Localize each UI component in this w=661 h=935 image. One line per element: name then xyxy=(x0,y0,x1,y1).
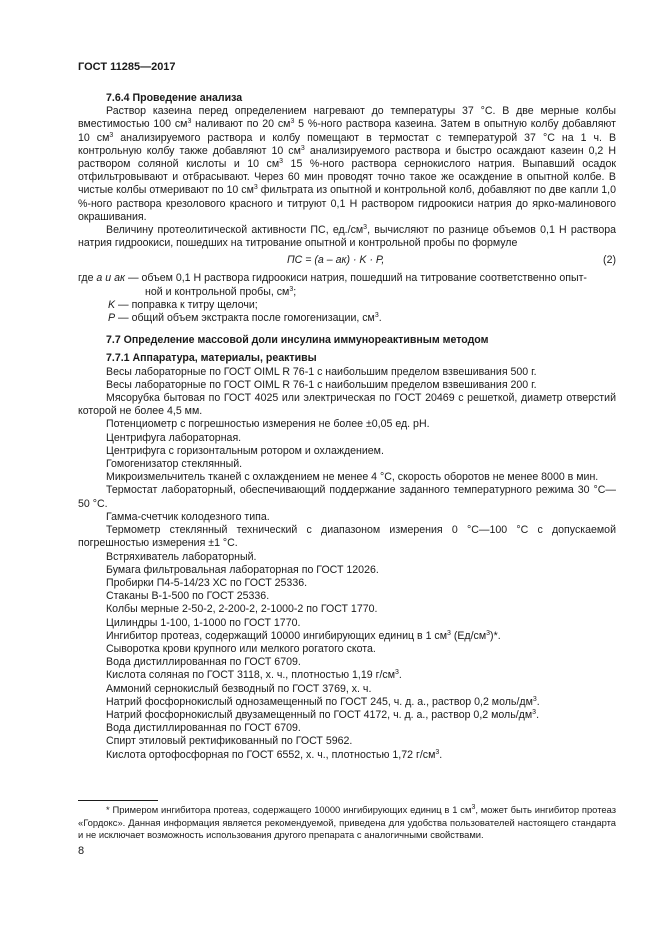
definition-p-symbol: Р xyxy=(108,312,116,325)
where-word: где xyxy=(78,272,94,285)
definition-k-symbol: K xyxy=(108,298,116,311)
list-item: Аммоний сернокислый безводный по ГОСТ 3769, х. ч. xyxy=(106,682,372,695)
paragraph-activity-calculation: Величину протеолитической активности ПС, $ед./см^3$, вычисляют по разнице объемов 0,1 Н раствора натрия гидроокиси, пошедших на титрование опытной и контрольной пробы по формуле xyxy=(78,224,617,250)
footnote-separator xyxy=(78,800,158,801)
definition-a-symbol: а и ак xyxy=(96,272,125,285)
list-item: Центрифуга лабораторная. xyxy=(106,431,242,444)
list-item: Микроизмельчитель тканей с охлаждением не менее 4 °С, скорость оборотов не менее 8000 в мин. xyxy=(106,471,599,484)
definition-a-text: — объем 0,1 Н раствора гидроокиси натрия, пошедший на титрование соответственно опыт- xyxy=(127,272,587,285)
list-item: Весы лабораторные по ГОСТ OIML R 76-1 с наибольшим пределом взвешивания 500 г. xyxy=(106,365,537,378)
list-item: Вода дистиллированная по ГОСТ 6709. xyxy=(106,722,301,735)
list-item: Весы лабораторные по ГОСТ OIML R 76-1 с наибольшим пределом взвешивания 200 г. xyxy=(106,378,537,391)
list-item: Цилиндры 1-100, 1-1000 по ГОСТ 1770. xyxy=(106,616,301,629)
section-heading-7-6-4: 7.6.4 Проведение анализа xyxy=(106,92,243,104)
footnote xyxy=(78,804,616,842)
list-item: Термостат лабораторный, обеспечивающий поддержание заданного температурного режима 30 °С—50 °С. xyxy=(78,484,616,510)
list-item: Колбы мерные 2-50-2, 2-200-2, 2-1000-2 по ГОСТ 1770. xyxy=(106,603,378,616)
formula: ПС = (а – ак) · K · Р, xyxy=(287,254,385,267)
list-item: Кислота соляная по ГОСТ 3118, х. ч., плотностью 1,19 $г/см^3$. xyxy=(106,669,402,682)
list-item: Вода дистиллированная по ГОСТ 6709. xyxy=(106,656,301,669)
definition-a-continuation: ной и контрольной пробы, $см^3$; xyxy=(145,285,297,298)
formula-block xyxy=(78,252,616,270)
paragraph-analysis-procedure: Раствор казеина перед определением нагревают до температуры 37 °С. В две мерные колбы вместимостью 100 $см^3$ наливают по 20 $см^3$ 5 %-ного раствора казеина. Затем в опытную колбу добавляют 10 $см^3$ анализируемого раствора и колбу помещают в термостат с температурой 37 °С на 1 ч. В контрольную колбу также добавляют 10 $см^3$ анализируемого раствора и быстро осаждают казеин 0,2 Н раствором соляной кислоты и 10 $см^3$ 15 %-ного раствора сернокислого натрия. Выпавший осадок отфильтровывают и отбрасывают. Через 60 мин проводят точно такое же осаждение в опытной колбе. В чистые колбы отмеривают по 10 $см^3$ фильтрата из опытной и контрольной колб, добавляют по две капли 1,0 %-ного раствора крезолового красного и титруют 0,1 Н раствором гидроокиси натрия до ярко-малинового окрашивания. xyxy=(78,105,617,223)
definition-p xyxy=(78,312,616,325)
section-heading-7-7-1: 7.7.1 Аппаратура, материалы, реактивы xyxy=(106,352,317,365)
list-item: Пробирки П4-5-14/23 ХС по ГОСТ 25336. xyxy=(106,576,308,589)
list-item: Гомогенизатор стеклянный. xyxy=(106,458,243,471)
list-item: Натрий фосфорнокислый двузамещенный по ГОСТ 4172, ч. д. а., раствор 0,2 моль/$дм^3$. xyxy=(106,708,540,721)
section-heading-7-7: 7.7 Определение массовой доли инсулина иммунореактивным методом xyxy=(106,334,489,347)
definition-p-text: — общий объем экстракта после гомогенизации, $см^3$. xyxy=(118,312,382,325)
page-number: 8 xyxy=(78,845,85,857)
list-item: Спирт этиловый ректификованный по ГОСТ 5962. xyxy=(106,735,353,748)
list-item: Бумага фильтровальная лабораторная по ГОСТ 12026. xyxy=(106,563,379,576)
formula-number: (2) xyxy=(603,254,616,267)
definition-a xyxy=(78,272,616,285)
equipment-list xyxy=(78,366,616,762)
footnote-text: * Примером ингибитора протеаз, содержащего 10000 ингибирующих единиц в 1 $см^3$, может быть ингибитор протеаз «Гордокс». Данная информация является рекомендуемой, приведена для удобства пользователей настоящего стандарта и не исключает возможность использования другого препарата с аналогичными свойствами. xyxy=(78,804,617,841)
list-item: Кислота ортофосфорная по ГОСТ 6552, х. ч., плотностью 1,72 $г/см^3$. xyxy=(106,748,443,761)
document-header: ГОСТ 11285—2017 xyxy=(78,61,176,73)
list-item: Центрифуга с горизонтальным ротором и охлаждением. xyxy=(106,444,384,457)
list-item: Сыворотка крови крупного или мелкого рогатого скота. xyxy=(106,642,376,655)
list-item: Стаканы В-1-500 по ГОСТ 25336. xyxy=(106,590,270,603)
definition-k xyxy=(78,299,616,312)
list-item: Потенциометр с погрешностью измерения не более ±0,05 ед. рН. xyxy=(106,418,430,431)
list-item: Гамма-счетчик колодезного типа. xyxy=(106,510,270,523)
definition-k-text: — поправка к титру щелочи; xyxy=(118,298,258,311)
list-item: Натрий фосфорнокислый однозамещенный по ГОСТ 245, ч. д. а., раствор 0,2 моль/$дм^3$. xyxy=(106,695,540,708)
list-item: Встряхиватель лабораторный. xyxy=(106,550,257,563)
list-item: Ингибитор протеаз, содержащий 10000 ингибирующих единиц в 1 $см^3$ $(Ед/см^3)*$. xyxy=(106,629,501,642)
main-content xyxy=(78,92,616,762)
list-item: Мясорубка бытовая по ГОСТ 4025 или электрическая по ГОСТ 20469 с решеткой, диаметр отверстий которой не более 4,5 мм. xyxy=(78,392,616,418)
list-item: Термометр стеклянный технический с диапазоном измерения 0 °С—100 °С с допускаемой погрешностью измерения ±1 °С. xyxy=(78,524,616,550)
variable-definitions xyxy=(78,272,616,325)
